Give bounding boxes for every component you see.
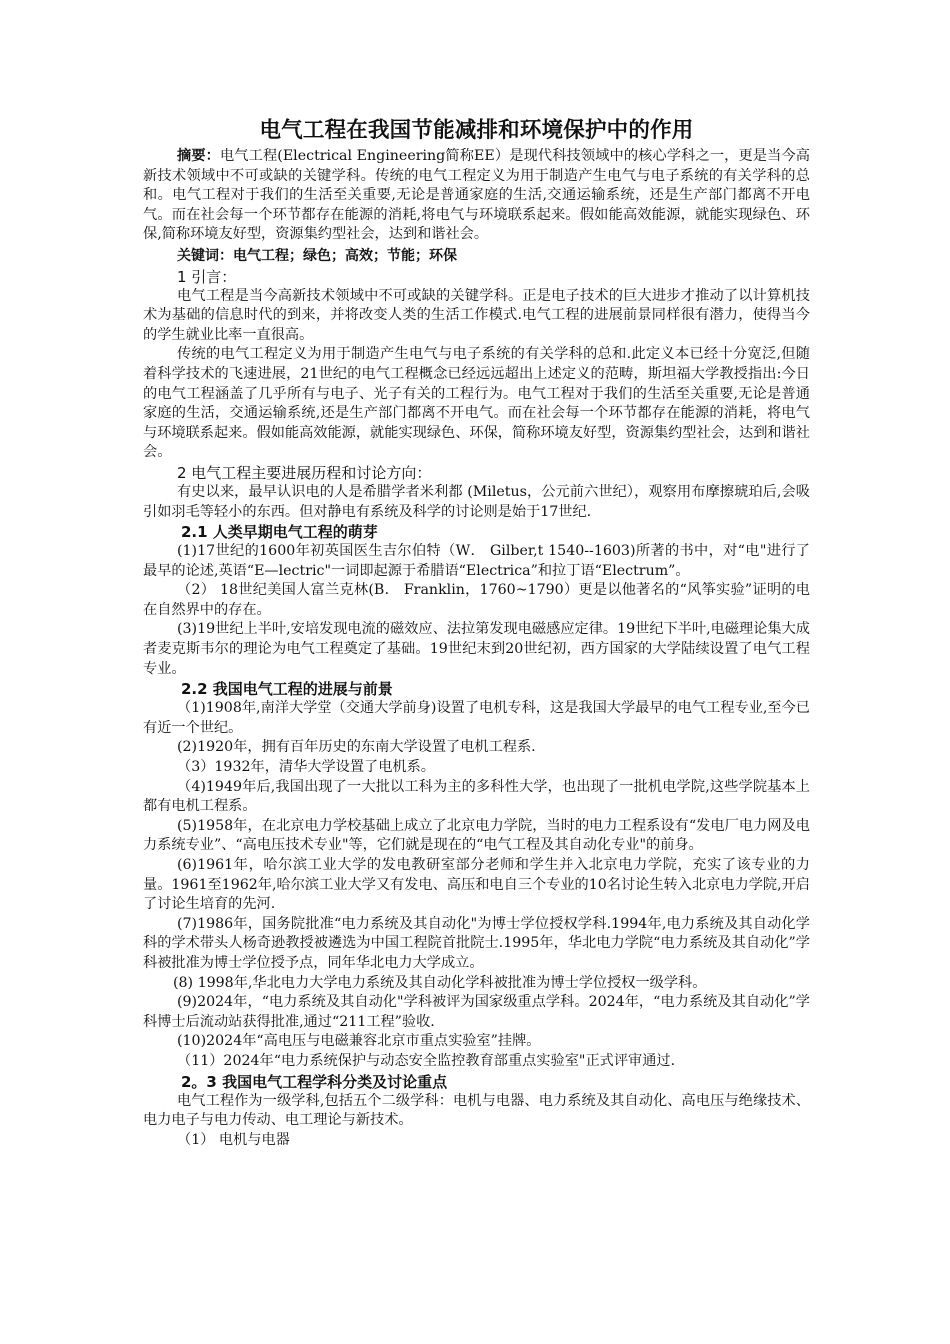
- document-body: [143, 117, 810, 1150]
- list-item: （2） 18世纪美国人富兰克林(B． Franklin，1760~1790）更是以他著名的“风筝实验”证明的电在自然界中的存在。: [143, 582, 810, 618]
- keywords-line: 关键词：电气工程；绿色；高效；节能；环保: [177, 247, 457, 264]
- list-item: (10)2024年“高电压与电磁兼容北京市重点实验室”挂牌。: [177, 1033, 541, 1050]
- list-item: （1)1908年,南洋大学堂（交通大学前身)设置了电机专科，这是我国大学最早的电气工程专业,至今已有近一个世纪。: [143, 700, 810, 736]
- section-2-1-heading: 2.1 人类早期电气工程的萌芽: [181, 523, 378, 542]
- abstract-label: 摘要：: [177, 148, 220, 164]
- list-item: （4)1949年后,我国出现了一大批以工科为主的多科性大学，也出现了一批机电学院,这些学院基本上都有电机工程系。: [143, 778, 810, 815]
- list-item: (5)1958年，在北京电力学校基础上成立了北京电力学院，当时的电力工程系设有“发电厂电力网及电力系统专业”、“高电压技术专业"等，它们就是现在的“电气工程及其自动化专业"的前身。: [143, 817, 810, 854]
- document-title: 电气工程在我国节能减排和环境保护中的作用: [259, 118, 694, 143]
- list-item: （3）1932年，清华大学设置了电机系。: [177, 759, 435, 776]
- list-item: (1)17世纪的1600年初英国医生吉尔伯特（W． Gilber,t 1540--1603)所著的书中，对“电"进行了最早的论述,英语“E—lectric"一词即起源于希腊语“Electrica”和拉丁语“Electrum”。: [143, 543, 810, 579]
- section-2-paragraph-1: 有史以来，最早认识电的人是希腊学者米利都 (Miletus，公元前六世纪），观察用布摩擦琥珀后,会吸引如羽毛等轻小的东西。但对静电有系统及科学的讨论则是始于17世纪.: [143, 483, 810, 520]
- section-2-heading: 2 电气工程主要进展历程和讨论方向：: [177, 463, 432, 482]
- list-item: (3)19世纪上半叶,安培发现电流的磁效应、法拉第发现电磁感应定律。19世纪下半叶,电磁理论集大成者麦克斯韦尔的理论为电气工程奠定了基础。19世纪末到20世纪初，西方国家的大学陆续设置了电气工程专业。: [143, 621, 810, 677]
- section-2-2-heading: 2.2 我国电气工程的进展与前景: [181, 680, 393, 699]
- list-item: （1） 电机与电器: [177, 1131, 290, 1148]
- list-item: (7)1986年，国务院批准“电力系统及其自动化"为博士学位授权学科.1994年,电力系统及其自动化学科的学术带头人杨奇逊教授被遴选为中国工程院首批院士.1995年，华北电力学院“电力系统及其自动化”学科被批准为博士学位授予点，同年华北电力大学成立。: [143, 915, 810, 971]
- section-1-paragraph-1: 电气工程是当今高新技术领域中不可或缺的关键学科。正是电子技术的巨大进步才推动了以计算机技术为基础的信息时代的到来，并将改变人类的生活工作模式.电气工程的进展前景同样很有潜力，使得当今的学生就业比率一直很高。: [143, 287, 810, 343]
- list-item: (2)1920年，拥有百年历史的东南大学设置了电机工程系.: [177, 739, 536, 756]
- list-item: （11）2024年“电力系统保护与动态安全监控教育部重点实验室"正式评审通过.: [177, 1052, 676, 1069]
- list-item: (6)1961年，哈尔滨工业大学的发电教研室部分老师和学生并入北京电力学院，充实了该专业的力量。1961至1962年,哈尔滨工业大学又有发电、高压和电自三个专业的10名讨论生转入北京电力学院,开启了讨论生培育的先河.: [143, 857, 810, 913]
- abstract-text: 电气工程(Electrical Engineering简称EE）是现代科技领域中的核心学科之一，更是当今高新技术领域中不可或缺的关键学科。传统的电气工程定义为用于制造产生电气与电子系统的有关学科的总和。电气工程对于我们的生活至关重要,无论是普通家庭的生活,交通运输系统，还是生产部门都离不开电气。而在社会每一个环节都存在能源的消耗,将电气与环境联系起来。假如能高效能源，就能实现绿色、环保,简称环境友好型，资源集约型社会，达到和谐社会。: [143, 148, 810, 243]
- section-1-heading: 1 引言：: [177, 267, 237, 286]
- list-item: (9)2024年，“电力系统及其自动化"学科被评为国家级重点学科。2024年，“电力系统及其自动化”学科博士后流动站获得批准,通过“211工程”验收.: [143, 994, 810, 1030]
- section-2-3-heading: 2。3 我国电气工程学科分类及讨论重点: [181, 1072, 448, 1091]
- list-item: (8) 1998年,华北电力大学电力系统及其自动化学科被批准为博士学位授权一级学科。: [173, 974, 707, 991]
- section-1-paragraph-2: 传统的电气工程定义为用于制造产生电气与电子系统的有关学科的总和.此定义本已经十分宽泛,但随着科学技术的飞速进展，21世纪的电气工程概念已经远远超出上述定义的范畴，斯坦福大学教授指出:今日的电气工程涵盖了几乎所有与电子、光子有关的工程行为。电气工程对于我们的生活至关重要,无论是普通家庭的生活，交通运输系统,还是生产部门都离不开电气。而在社会每一个环节都存在能源的消耗，将电气与环境联系起来。假如能高效能源，就能实现绿色、环保，简称环境友好型，资源集约型社会，达到和谐社会。: [143, 346, 810, 461]
- section-2-3-paragraph-1: 电气工程作为一级学科,包括五个二级学科：电机与电器、电力系统及其自动化、高电压与绝缘技术、电力电子与电力传动、电工理论与新技术。: [143, 1092, 810, 1129]
- abstract-paragraph: [143, 147, 810, 245]
